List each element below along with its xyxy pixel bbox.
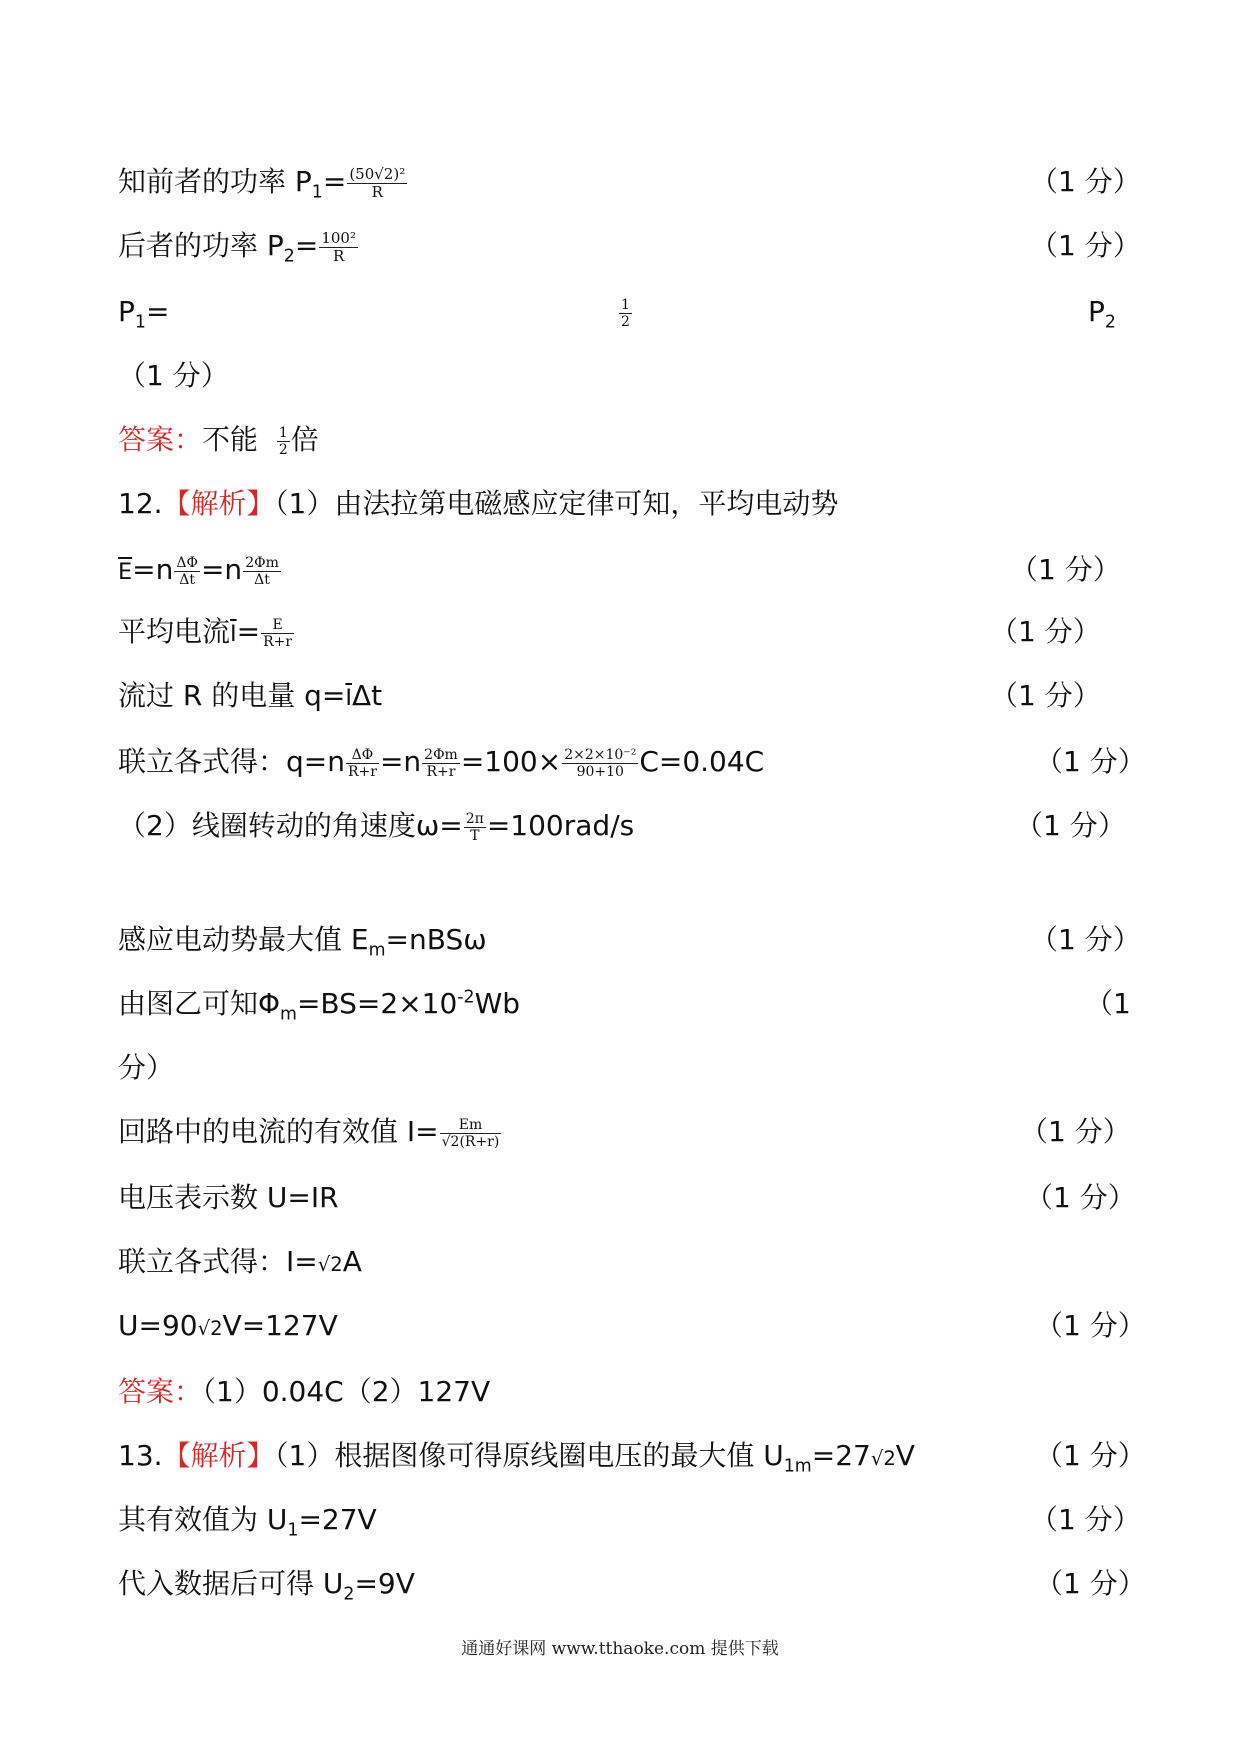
- p1-relation-left: [118, 292, 169, 332]
- score-label: （1 分）: [1035, 1439, 1146, 1472]
- text: 流过 R 的电量 q=: [118, 679, 346, 712]
- fraction: [346, 747, 379, 780]
- fraction: [422, 747, 460, 780]
- sqrt-symbol: √2: [197, 1317, 223, 1340]
- i-bar: $\overline{I}$: [230, 621, 237, 647]
- denominator: R: [371, 182, 383, 201]
- e-bar: $\overline{E}$: [118, 559, 133, 585]
- power-p1-line: [118, 162, 408, 202]
- subscript: 2: [343, 1584, 355, 1605]
- fraction: [243, 555, 281, 588]
- numerator: 2π: [465, 810, 484, 827]
- text: Δt: [352, 679, 383, 712]
- text: 回路中的电流的有效值 I=: [118, 1115, 439, 1148]
- denominator: Δt: [179, 571, 196, 588]
- score-label: （1 分）: [990, 679, 1101, 712]
- subscript: m: [368, 940, 386, 961]
- emf-max-line: [118, 920, 487, 960]
- voltmeter-line: 电压表示数 U=IR: [118, 1181, 339, 1214]
- average-current-line: [118, 612, 295, 654]
- text: V=127V: [222, 1309, 338, 1342]
- score-label: （1 分）: [1020, 1115, 1131, 1148]
- subscript: 2: [283, 246, 295, 267]
- text: =27: [811, 1439, 871, 1472]
- score-label: （1: [1085, 987, 1131, 1020]
- score-label: （1 分）: [1015, 809, 1126, 842]
- question-number: 13.: [118, 1439, 163, 1472]
- text: 感应电动势最大值 E: [118, 923, 369, 956]
- fraction: [562, 747, 638, 780]
- score-label: （1 分）: [1035, 745, 1146, 778]
- score-line: （1 分）: [118, 359, 229, 392]
- p1-relation-fraction: [618, 292, 633, 332]
- page-footer: 通通好课网 www.tthaoke.com 提供下载: [461, 1639, 779, 1659]
- fraction: [347, 166, 407, 201]
- fraction: [440, 1117, 502, 1150]
- text: 由图乙可知Φ: [118, 987, 281, 1020]
- text: 平均电流: [118, 615, 231, 648]
- text: （1）根据图像可得原线圈电压的最大值 U: [274, 1439, 784, 1472]
- equals: =: [145, 295, 170, 328]
- answer-text: （1）0.04C（2）127V: [202, 1375, 491, 1408]
- rms-current-line: [118, 1112, 502, 1152]
- text: =27V: [298, 1503, 377, 1536]
- i-bar: $\overline{I}$: [345, 685, 353, 711]
- numerator: ΔΦ: [176, 554, 198, 571]
- text: 联立各式得：q=n: [118, 745, 345, 778]
- subscript: 1: [311, 182, 323, 203]
- analysis-tag: 【解析】: [162, 1439, 275, 1472]
- fraction: [319, 230, 358, 265]
- u1-line: [118, 1500, 377, 1540]
- subscript: 1m: [783, 1456, 812, 1477]
- score-label: （1 分）: [1035, 1567, 1146, 1600]
- text: Wb: [474, 987, 521, 1020]
- text: 知前者的功率 P: [118, 165, 312, 198]
- numerator: 1: [278, 424, 288, 441]
- text: =9V: [354, 1567, 415, 1600]
- score-label: （1 分）: [1030, 1503, 1141, 1536]
- numerator: 2Φm: [245, 554, 279, 571]
- denominator: T: [470, 827, 480, 844]
- answer-label: 答案：: [118, 423, 203, 456]
- subscript: 1: [287, 1520, 299, 1541]
- denominator: R+r: [263, 633, 293, 650]
- text: =nBSω: [385, 923, 487, 956]
- power-p2-line: [118, 226, 359, 266]
- numerator: ΔΦ: [346, 747, 379, 764]
- analysis-tag: 【解析】: [162, 487, 275, 520]
- text: 联立各式得：I=: [118, 1245, 318, 1278]
- denominator: 2: [278, 441, 288, 458]
- question-13-header: [118, 1436, 915, 1479]
- denominator: 2: [621, 313, 630, 330]
- text: 代入数据后可得 U: [118, 1567, 344, 1600]
- score-label: （1 分）: [1030, 923, 1141, 956]
- combined-current-line: [118, 1242, 362, 1285]
- equals: =: [322, 165, 347, 198]
- fraction: [174, 555, 200, 588]
- combined-charge-line: [118, 742, 764, 782]
- denominator: Δt: [254, 571, 270, 588]
- text: C=0.04C: [639, 745, 765, 778]
- text: V: [895, 1439, 915, 1472]
- sqrt-symbol: √2: [317, 1253, 343, 1276]
- fraction: [261, 617, 294, 650]
- text: =100×: [460, 745, 562, 778]
- text: 其有效值为 U: [118, 1503, 288, 1536]
- u2-line: [118, 1564, 415, 1604]
- score-label: （1 分）: [1035, 1309, 1146, 1342]
- subscript: m: [280, 1004, 297, 1025]
- emf-average-line: [118, 550, 282, 592]
- flux-line: [118, 984, 520, 1024]
- subscript: 2: [1104, 312, 1116, 333]
- fraction: [619, 297, 632, 330]
- score-label: （1 分）: [1030, 229, 1141, 262]
- denominator: R: [332, 246, 345, 265]
- superscript: -2: [457, 987, 475, 1008]
- answer-suffix: 倍: [290, 423, 319, 456]
- denominator: R+r: [426, 763, 456, 780]
- score-label: （1 分）: [1025, 1181, 1136, 1214]
- denominator: √2(R+r): [441, 1133, 500, 1150]
- subscript: 1: [134, 312, 146, 333]
- text: 后者的功率 P: [118, 229, 284, 262]
- score-label: （1 分）: [990, 615, 1101, 648]
- text: P: [1088, 295, 1105, 328]
- angular-speed-line: [118, 806, 634, 846]
- answer-1: [118, 420, 319, 460]
- charge-line: [118, 676, 382, 718]
- p1-relation-right: [1088, 292, 1116, 332]
- equals: =: [294, 229, 319, 262]
- answer-label: 答案：: [118, 1375, 203, 1408]
- text: =100rad/s: [486, 809, 635, 842]
- numerator: 100²: [321, 228, 356, 247]
- question-12-header: [118, 484, 838, 524]
- text: =BS=2×10: [296, 987, 458, 1020]
- voltage-result-line: [118, 1306, 338, 1349]
- text: （1）由法拉第电磁感应定律可知，平均电动势: [274, 487, 839, 520]
- answer-2: [118, 1372, 490, 1412]
- fraction: [277, 425, 290, 458]
- score-label: （1 分）: [1030, 165, 1141, 198]
- fraction: [464, 811, 486, 844]
- denominator: 90+10: [576, 763, 624, 780]
- denominator: R+r: [347, 763, 377, 780]
- sqrt-symbol: √2: [870, 1447, 896, 1470]
- score-label: （1 分）: [1010, 553, 1121, 586]
- numerator: 2×2×10⁻²: [564, 746, 637, 763]
- text: =n: [200, 553, 243, 586]
- text: P: [118, 295, 135, 328]
- equals: =: [236, 615, 261, 648]
- score-label: 分）: [118, 1051, 175, 1084]
- text: A: [342, 1245, 362, 1278]
- text: U=90: [118, 1309, 198, 1342]
- numerator: 2Φm: [424, 746, 458, 763]
- numerator: E: [261, 617, 294, 634]
- answer-text: 不能: [202, 423, 259, 456]
- text: =n: [379, 745, 422, 778]
- question-number: 12.: [118, 487, 163, 520]
- text: =n: [132, 553, 174, 586]
- numerator: Em: [440, 1117, 502, 1134]
- numerator: (50√2)²: [349, 164, 406, 183]
- text: （2）线圈转动的角速度ω=: [118, 809, 463, 842]
- numerator: 1: [621, 296, 630, 313]
